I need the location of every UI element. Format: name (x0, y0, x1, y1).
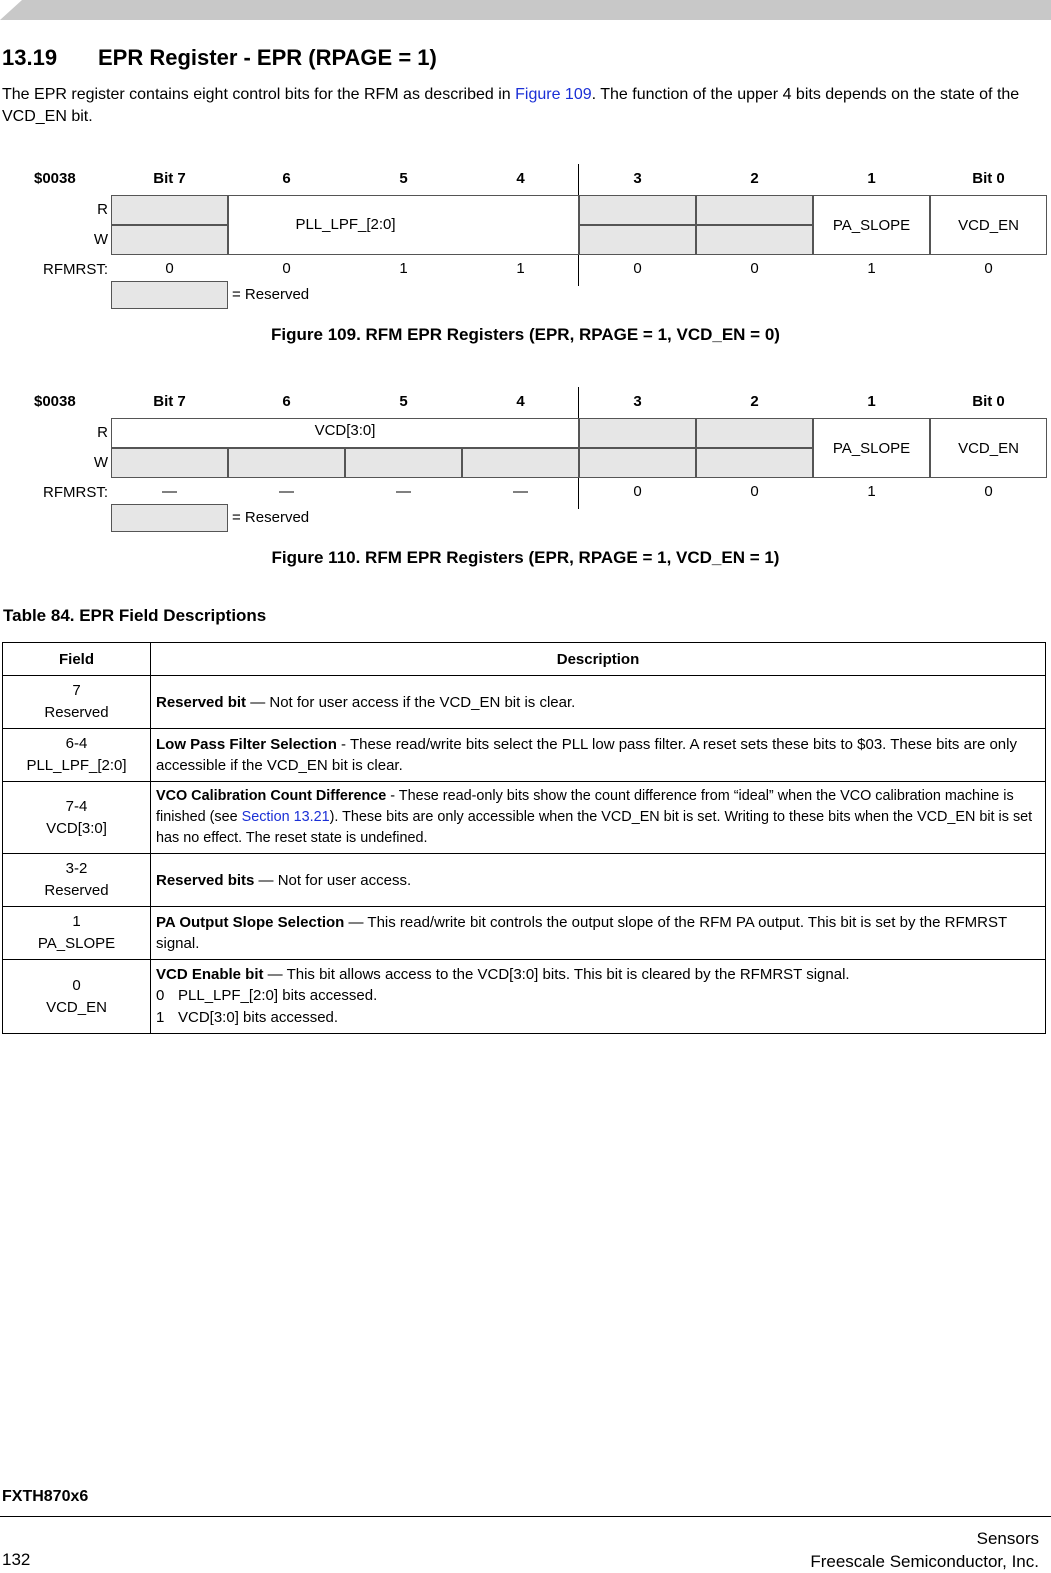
footer-company: Freescale Semiconductor, Inc. (810, 1552, 1039, 1571)
footer-rule (0, 1516, 1051, 1517)
field-vcd (111, 418, 579, 448)
section-title: EPR Register - EPR (RPAGE = 1) (98, 45, 437, 70)
description-cell (151, 907, 1046, 960)
section-13-21-link[interactable]: Section 13.21 (241, 809, 330, 825)
description-term: VCD Enable bit (156, 966, 264, 983)
option-row (156, 985, 1040, 1007)
bit-header: 4 (516, 170, 525, 187)
table-row (3, 729, 1046, 782)
reset-value: 0 (165, 260, 174, 277)
bit-header: 3 (633, 393, 642, 410)
bit-header: Bit 7 (153, 393, 186, 410)
reserved-cell (579, 225, 696, 255)
row-label-read: R (97, 201, 108, 218)
register-figure-110 (0, 383, 1051, 567)
reset-value: 0 (984, 260, 993, 277)
footer-doc-id: FXTH870x6 (2, 1488, 89, 1505)
option-row (156, 1007, 1040, 1029)
column-header-field: Field (3, 643, 151, 676)
description-text: - These read-only bits show the count difference from “ideal” when the VCO calibration machine is finished (see (156, 788, 1014, 825)
field-pll-lpf (228, 195, 579, 255)
field-pa-slope: PA_SLOPE (813, 418, 930, 478)
reserved-legend-text: = Reserved (232, 509, 310, 526)
reserved-cell (696, 225, 813, 255)
register-figure-109 (0, 160, 1051, 344)
field-bits: 6-4 (65, 735, 88, 752)
field-bits: 1 (72, 913, 81, 930)
table-row (3, 676, 1046, 729)
reserved-legend-swatch (111, 281, 228, 309)
reset-value: 0 (984, 483, 993, 500)
reset-value: 1 (867, 260, 876, 277)
description-cell (151, 960, 1046, 1034)
option-key: 0 (156, 987, 165, 1004)
description-term: Reserved bits (156, 871, 255, 889)
register-address: $0038 (34, 170, 76, 187)
reset-value: 0 (282, 260, 291, 277)
bit-header: Bit 7 (153, 170, 186, 187)
field-bits: 7 (72, 682, 81, 699)
bit-header: 5 (399, 393, 408, 410)
reset-value: 1 (399, 260, 408, 277)
field-cell (3, 960, 151, 1034)
field-bits: 3-2 (65, 860, 88, 877)
description-cell (151, 729, 1046, 782)
description-text: — This read/write bit controls the output slope of the RFM PA output. This bit is set by the RFMRST signal. (156, 914, 1007, 952)
reserved-cell (111, 448, 228, 478)
reset-value: — (279, 483, 294, 500)
reset-value: 0 (750, 260, 759, 277)
header-bar (0, 0, 1051, 20)
table-row (3, 960, 1046, 1034)
description-text-end: ). These bits are only accessible when the VCD_EN bit is set. Writing to these bits when the VCD_EN bit is set has no effect. The reset state is undefined. (156, 809, 1033, 846)
intro-text-end: . The function of the upper 4 bits depends on the state of the VCD_EN bit. (2, 86, 1020, 125)
bit-header: 2 (750, 393, 759, 410)
description-cell (151, 854, 1046, 907)
column-header-description: Description (151, 643, 1046, 676)
table-row (3, 854, 1046, 907)
reserved-cell (579, 418, 696, 448)
reserved-legend-swatch (111, 504, 228, 532)
field-name: Reserved (44, 704, 109, 721)
description-text: — Not for user access if the VCD_EN bit is clear. (246, 693, 576, 711)
intro-paragraph (2, 84, 1046, 128)
bit-header: 4 (516, 393, 525, 410)
figure-caption: Figure 109. RFM EPR Registers (EPR, RPAGE = 1, VCD_EN = 0) (271, 325, 780, 344)
reserved-cell (345, 448, 462, 478)
footer-category: Sensors (976, 1529, 1039, 1548)
bit-header: Bit 0 (972, 170, 1005, 187)
reserved-cell (462, 448, 579, 478)
field-description-table (2, 642, 1046, 1034)
description-cell (151, 782, 1046, 854)
table-row (3, 907, 1046, 960)
reserved-cell (228, 448, 345, 478)
field-name: PA_SLOPE (37, 935, 116, 952)
description-term: Low Pass Filter Selection (156, 736, 337, 753)
bit-header: 6 (282, 170, 291, 187)
intro-text: The EPR register contains eight control bits for the RFM as described in (2, 86, 516, 103)
reserved-cell (579, 448, 696, 478)
field-cell (3, 854, 151, 907)
description-term: PA Output Slope Selection (156, 914, 345, 931)
bit-header: 2 (750, 170, 759, 187)
option-key: 1 (156, 1009, 165, 1026)
figure-109-link[interactable]: Figure 109 (515, 86, 592, 103)
bit-header: Bit 0 (972, 393, 1005, 410)
reset-value: 1 (867, 483, 876, 500)
reserved-cell (579, 195, 696, 225)
bit-header: 3 (633, 170, 642, 187)
footer-publisher (810, 1527, 1039, 1573)
reset-value: — (396, 483, 411, 500)
option-value: VCD[3:0] bits accessed. (178, 1009, 339, 1026)
reset-label: RFMRST: (43, 484, 108, 501)
reserved-cell (696, 448, 813, 478)
reserved-cell (696, 195, 813, 225)
field-name: Reserved (44, 882, 109, 899)
table-row (3, 782, 1046, 854)
row-label-write: W (93, 231, 108, 248)
reserved-cell (111, 195, 228, 225)
description-text: — Not for user access. (254, 871, 412, 889)
field-pll-lpf-label: PLL_LPF_[2:0] (295, 215, 396, 233)
reset-value: — (513, 483, 528, 500)
bit-header: 6 (282, 393, 291, 410)
field-cell (3, 907, 151, 960)
bit-header: 5 (399, 170, 408, 187)
reserved-cell (111, 225, 228, 255)
field-name: VCD[3:0] (46, 819, 107, 837)
row-label-write: W (93, 454, 108, 471)
field-name: PLL_LPF_[2:0] (26, 757, 127, 774)
reset-value: — (162, 483, 177, 500)
row-label-read: R (97, 424, 108, 441)
description-text: — This bit allows access to the VCD[3:0] bits. This bit is cleared by the RFMRST signal. (263, 966, 850, 983)
description-term: Reserved bit (156, 693, 247, 711)
description-text: - These read/write bits select the PLL low pass filter. A reset sets these bits to $03. These bits are only accessible if the VCD_EN bit is clear. (156, 736, 1017, 774)
reserved-cell (696, 418, 813, 448)
field-vcd-en: VCD_EN (930, 195, 1047, 255)
register-address: $0038 (34, 393, 76, 410)
figure-caption: Figure 110. RFM EPR Registers (EPR, RPAGE = 1, VCD_EN = 1) (271, 548, 780, 567)
field-cell (3, 729, 151, 782)
field-vcd-en: VCD_EN (930, 418, 1047, 478)
reset-value: 0 (750, 483, 759, 500)
field-bits: 7-4 (65, 797, 88, 815)
bit-header: 1 (867, 170, 876, 187)
section-number: 13.19 (2, 45, 58, 70)
reset-value: 0 (633, 483, 642, 500)
option-value: PLL_LPF_[2:0] bits accessed. (178, 987, 378, 1004)
table-header-row (3, 643, 1046, 676)
description-cell (151, 676, 1046, 729)
field-cell (3, 676, 151, 729)
field-pa-slope: PA_SLOPE (813, 195, 930, 255)
field-vcd-label: VCD[3:0] (314, 421, 376, 439)
field-bits: 0 (72, 976, 81, 994)
reset-label: RFMRST: (43, 261, 108, 278)
description-term: VCO Calibration Count Difference (156, 788, 387, 804)
field-cell (3, 782, 151, 854)
reset-value: 0 (633, 260, 642, 277)
table-title: Table 84. EPR Field Descriptions (3, 606, 267, 625)
reset-value: 1 (516, 260, 525, 277)
field-name: VCD_EN (46, 998, 107, 1016)
section-heading (2, 45, 437, 71)
reserved-legend-text: = Reserved (232, 286, 310, 303)
page-number: 132 (2, 1550, 31, 1569)
bit-header: 1 (867, 393, 876, 410)
